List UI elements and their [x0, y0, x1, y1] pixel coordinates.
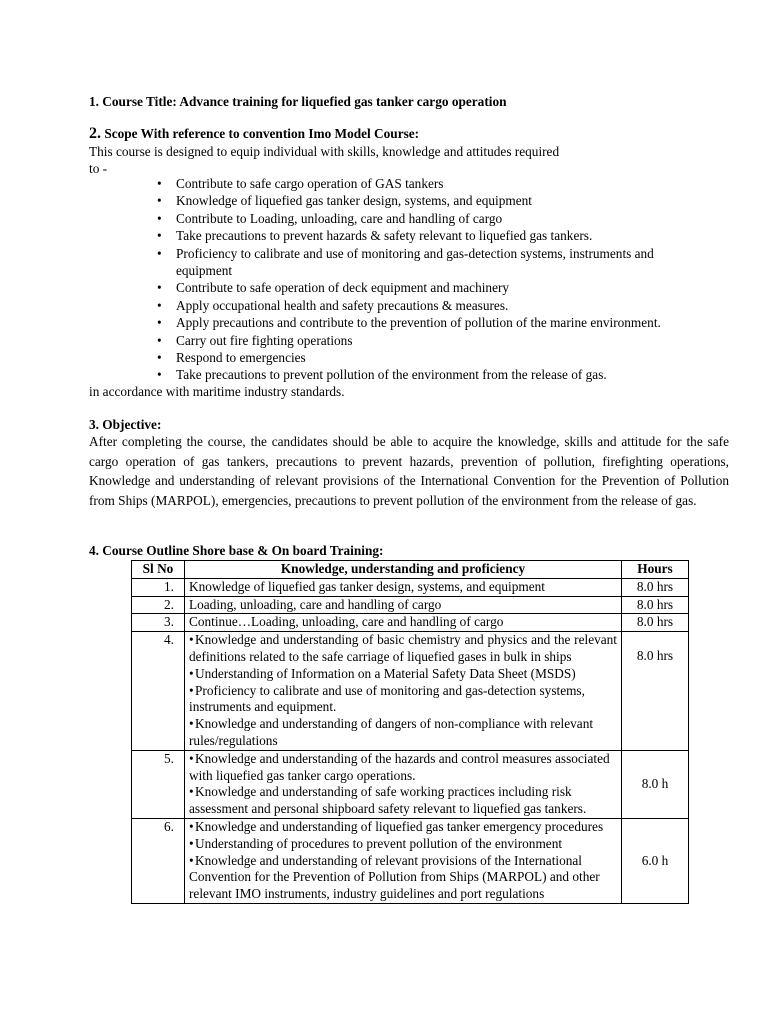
row-hours: 8.0 hrs: [622, 632, 689, 751]
row-point: •Knowledge and understanding of basic chemistry and physics and the relevant definitions related to the safe carriage of liquefied gases in bulk in ships: [189, 632, 617, 664]
row-number: 2.: [132, 596, 185, 614]
bullet-icon: •: [189, 818, 194, 834]
table-row: [132, 632, 689, 751]
course-outline-table: [131, 560, 689, 904]
course-title-heading: 1. Course Title: Advance training for liquefied gas tanker cargo operation: [89, 94, 507, 109]
column-header-sl-no: Sl No: [132, 561, 185, 579]
row-hours: 8.0 hrs: [622, 578, 689, 596]
bullet-icon: •: [189, 665, 194, 681]
objective-body: After completing the course, the candidates should be able to acquire the knowledge, skills and attitude for the safe cargo operation of gas tankers, precautions to prevent hazards, prevention of pollution, firefighting operations, Knowledge and understanding of relevant provisions of the International Convention for the Prevention of Pollution from Ships (MARPOL), emergencies, precautions to prevent pollution of the environment from the release of gas.: [89, 434, 729, 508]
scope-bullet-list: [157, 175, 697, 384]
row-hours: 8.0 h: [622, 750, 689, 818]
row-number: 1.: [132, 578, 185, 596]
row-points: [185, 818, 622, 903]
column-header-hours: Hours: [622, 561, 689, 579]
row-points: [185, 750, 622, 818]
bullet-icon: •: [189, 632, 194, 648]
scope-intro-line-1: This course is designed to equip individual with skills, knowledge and attitudes required: [89, 144, 560, 159]
bullet-icon: •: [189, 835, 194, 851]
row-points: [185, 632, 622, 751]
table-row: [132, 578, 689, 596]
row-hours: 8.0 hrs: [622, 596, 689, 614]
row-number: 3.: [132, 614, 185, 632]
row-point: •Knowledge and understanding of safe working practices including risk assessment and personal shipboard safety relevant to liquefied gas tankers.: [189, 784, 587, 817]
table-header-row: [132, 561, 689, 579]
row-point: •Knowledge and understanding of relevant provisions of the International Convention for the Prevention of Pollution from Ships (MARPOL) and other relevant IMO instruments, industry guidelines and port regulations: [189, 852, 600, 902]
row-text: Knowledge of liquefied gas tanker design, systems, and equipment: [185, 578, 622, 596]
objective-heading: 3. Objective:: [89, 417, 162, 432]
row-point: •Understanding of Information on a Material Safety Data Sheet (MSDS): [189, 665, 576, 681]
list-item: • Contribute to Loading, unloading, care and handling of cargo: [157, 210, 697, 227]
list-item: • Apply occupational health and safety precautions & measures.: [157, 297, 697, 314]
scope-heading: [89, 125, 419, 142]
list-item: • Proficiency to calibrate and use of monitoring and gas-detection systems, instruments and equipment: [157, 245, 697, 280]
bullet-icon: •: [189, 716, 194, 732]
bullet-icon: •: [189, 750, 194, 766]
scope-closing: in accordance with maritime industry standards.: [89, 384, 345, 399]
row-point: •Knowledge and understanding of dangers of non-compliance with relevant rules/regulations: [189, 716, 594, 748]
row-hours: 6.0 h: [622, 818, 689, 903]
list-item: • Apply precautions and contribute to the prevention of pollution of the marine environment.: [157, 314, 697, 331]
list-item: • Contribute to safe operation of deck equipment and machinery: [157, 279, 697, 296]
list-item: • Contribute to safe cargo operation of GAS tankers: [157, 175, 697, 192]
row-point: •Knowledge and understanding of liquefied gas tanker emergency procedures: [189, 818, 604, 834]
list-item: • Take precautions to prevent hazards & safety relevant to liquefied gas tankers.: [157, 227, 697, 244]
row-number: 5.: [132, 750, 185, 818]
table-row: [132, 596, 689, 614]
column-header-knowledge: Knowledge, understanding and proficiency: [185, 561, 622, 579]
list-item: • Carry out fire fighting operations: [157, 332, 697, 349]
bullet-icon: •: [189, 682, 194, 698]
bullet-icon: •: [189, 852, 194, 868]
list-item: • Respond to emergencies: [157, 349, 697, 366]
scope-heading-text: Scope With reference to convention Imo Model Course:: [104, 126, 420, 141]
scope-heading-number: 2.: [89, 125, 101, 142]
row-text: Loading, unloading, care and handling of cargo: [185, 596, 622, 614]
table-row: [132, 818, 689, 903]
bullet-icon: •: [189, 784, 194, 800]
list-item: • Knowledge of liquefied gas tanker design, systems, and equipment: [157, 192, 697, 209]
row-point: •Proficiency to calibrate and use of monitoring and gas-detection systems, instruments and equipment.: [189, 682, 585, 715]
row-hours: 8.0 hrs: [622, 614, 689, 632]
row-text: Continue…Loading, unloading, care and handling of cargo: [185, 614, 622, 632]
table-row: [132, 750, 689, 818]
scope-intro-line-2: to -: [89, 161, 108, 176]
row-point: •Understanding of procedures to prevent pollution of the environment: [189, 835, 563, 851]
list-item: • Take precautions to prevent pollution of the environment from the release of gas.: [157, 366, 697, 383]
outline-heading: 4. Course Outline Shore base & On board Training:: [89, 543, 384, 558]
row-number: 4.: [132, 632, 185, 751]
table-row: [132, 614, 689, 632]
row-point: •Knowledge and understanding of the hazards and control measures associated with liquefied gas tanker cargo operations.: [189, 750, 610, 783]
row-number: 6.: [132, 818, 185, 903]
